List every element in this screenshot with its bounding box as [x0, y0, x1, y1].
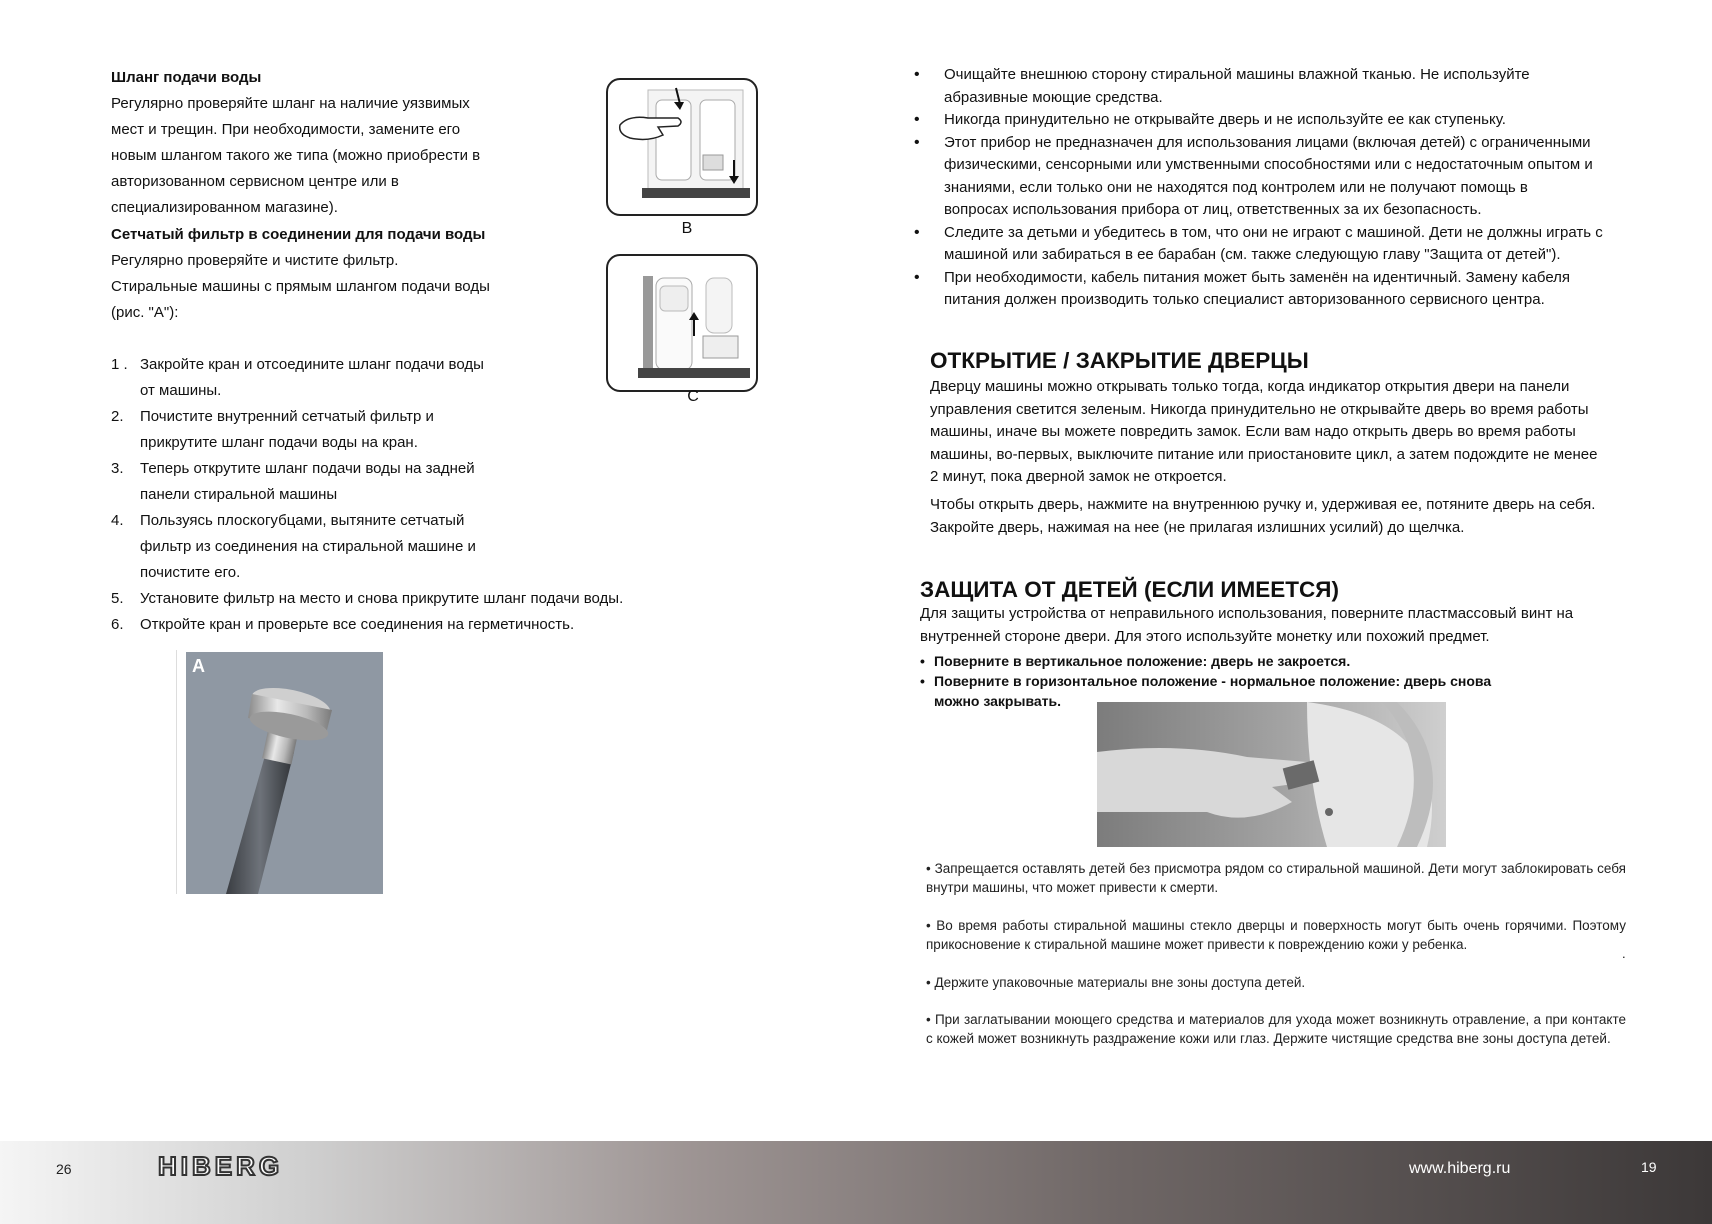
text-line: Для защиты устройства от неправильного использования, поверните пластмассовый винт на [920, 605, 1574, 622]
bullet-icon: • [920, 673, 925, 689]
photo-a-label: A [192, 656, 205, 676]
text-line: • Никогда принудительно не открывайте дверь и не используйте ее как ступеньку. [944, 111, 1506, 128]
bullet-icon: • [920, 653, 925, 669]
list-item [111, 586, 671, 612]
list-item [914, 109, 1634, 132]
text-line: Регулярно проверяйте шланг на наличие уязвимых [111, 95, 470, 112]
hose-section-title: Шланг подачи воды [111, 69, 262, 86]
text-line: (рис. "А"): [111, 304, 179, 321]
filter-section-title: Сетчатый фильтр в соединении для подачи воды [111, 226, 486, 243]
filter-paragraph [111, 248, 490, 326]
list-item [111, 352, 671, 404]
brand-logo: HIBERG [158, 1151, 284, 1181]
text-line: • Этот прибор не предназначен для использования лицами (включая детей) с ограниченными [944, 133, 1591, 151]
list-item [111, 508, 671, 586]
text-line: авторизованном сервисном центре или в [111, 173, 399, 190]
text-line: 2 минут, пока дверной замок не откроется. [930, 468, 1227, 485]
text-line: Поверните в вертикальное положение: дверь не закроется. [934, 653, 1351, 669]
text-line: Стиральные машины с прямым шлангом подачи воды [111, 278, 490, 295]
drawer-pull-illustration [608, 256, 756, 390]
safety-bullet-list [914, 64, 1634, 312]
warning-note: • Запрещается оставлять детей без присмотра рядом со стиральной машиной. Дети могут заблокировать себя внутри машины, что может привести к смерти. [926, 861, 1626, 895]
warning-note: • Во время работы стиральной машины стекло дверцы и поверхность могут быть очень горячими. Поэтому прикосновение к стиральной машине может привести к повреждению кожи у ребенка. [926, 918, 1626, 952]
footer-bar [0, 1141, 1712, 1224]
hose-photo [186, 652, 383, 894]
text-line: • Следите за детьми и убедитесь в том, что они не играют с машиной. Дети не должны играть с [944, 223, 1603, 241]
hose-connector-image [186, 652, 383, 894]
step-number: 6. [111, 616, 124, 633]
door-paragraph-2 [930, 494, 1595, 539]
step-text: прикрутите шланг подачи воды на кран. [140, 434, 418, 451]
text-line: вопросах использования прибора от лиц, ответственных за их безопасность. [944, 201, 1482, 218]
step-text: Закройте кран и отсоедините шланг подачи воды [140, 356, 484, 373]
figure-b-label: B [681, 220, 693, 237]
hand-turning-screw-image [1097, 702, 1446, 847]
list-item [914, 132, 1634, 222]
text-line: Поверните в горизонтальное положение - нормальное положение: дверь снова [934, 673, 1492, 689]
door-section-heading: ОТКРЫТИЕ / ЗАКРЫТИЕ ДВЕРЦЫ [930, 348, 1309, 373]
list-item [111, 612, 671, 638]
drawer-push-illustration [608, 80, 756, 214]
text-line: • Очищайте внешнюю сторону стиральной машины влажной тканью. Не используйте [944, 66, 1530, 83]
text-line: мест и трещин. При необходимости, замените его [111, 121, 461, 138]
text-line: машиной или забираться в ее барабан (см. также следующую главу "Защита от детей"). [944, 246, 1561, 263]
text-line: управления светится зеленым. Никогда принудительно не открывайте дверь во время работы [930, 400, 1589, 418]
text-line: Регулярно проверяйте и чистите фильтр. [111, 252, 399, 269]
hose-paragraph [111, 91, 480, 221]
step-text: Откройте кран и проверьте все соединения на герметичность. [140, 616, 575, 633]
text-line: питания должен производить только специалист авторизованного сервисного центра. [944, 291, 1545, 308]
text-line: • При необходимости, кабель питания может быть заменён на идентичный. Замену кабеля [944, 268, 1571, 286]
step-number: 1 . [111, 356, 128, 373]
text-line: новым шлангом такого же типа (можно приобрести в [111, 147, 481, 164]
child-lock-paragraph [920, 603, 1573, 648]
warning-note: • При заглатывании моющего средства и материалов для ухода может возникнуть отравление, а при контакте с кожей может возникнуть раздражение кожи или глаз. Держите чистящие средства вне зоны доступа детей. [926, 1012, 1626, 1046]
text-line: машины, во-первых, выключите питание или приостановите цикл, а затем подождите не менее [930, 445, 1598, 463]
step-text: панели стиральной машины [140, 486, 338, 503]
text-line: внутренней стороне двери. Для этого используйте монетку или похожий предмет. [920, 627, 1490, 645]
list-item [920, 651, 1491, 671]
list-item [914, 267, 1634, 312]
website-link[interactable]: www.hiberg.ru [1409, 1160, 1511, 1177]
steps-list [111, 352, 671, 638]
text-line: Закройте дверь, нажимая на нее (не прилагая излишних усилий) до щелчка. [930, 518, 1465, 536]
page-number-right: 19 [1641, 1159, 1657, 1175]
figure-c-label: C [687, 388, 699, 405]
text-line: специализированном магазине). [111, 199, 338, 216]
warning-note: • Держите упаковочные материалы вне зоны доступа детей. [926, 975, 1306, 990]
step-text: Установите фильтр на место и снова прикрутите шланг подачи воды. [140, 590, 624, 607]
step-text: Почистите внутренний сетчатый фильтр и [140, 408, 434, 425]
child-lock-photo [1097, 702, 1446, 847]
text-line: абразивные моющие средства. [944, 88, 1163, 106]
step-text: Пользуясь плоскогубцами, вытяните сетчатый [140, 512, 465, 529]
list-item [914, 222, 1634, 267]
figure-c-drawer-diagram [606, 254, 758, 392]
step-text: почистите его. [140, 564, 241, 581]
text-line: физическими, сенсорными или умственными способностями или с недостаточным опытом и [944, 156, 1593, 173]
step-number: 5. [111, 590, 124, 607]
step-number: 4. [111, 512, 124, 529]
step-number: 2. [111, 408, 124, 425]
stray-dot: . [1622, 946, 1626, 961]
step-text: от машины. [140, 382, 222, 399]
text-line: знаниями, если только они не находятся под контролем или не получают помощь в [944, 178, 1528, 196]
list-item [914, 64, 1634, 109]
door-paragraph [930, 376, 1597, 489]
step-text: Теперь открутите шланг подачи воды на задней [140, 460, 475, 477]
text-line: можно закрывать. [934, 693, 1061, 709]
child-lock-section-heading: ЗАЩИТА ОТ ДЕТЕЙ (ЕСЛИ ИМЕЕТСЯ) [920, 577, 1339, 602]
text-line: машины, иначе вы можете повредить замок. Если вам надо открыть дверь во время работы [930, 423, 1576, 440]
text-line: Чтобы открыть дверь, нажмите на внутреннюю ручку и, удерживая ее, потяните дверь на себя. [930, 496, 1596, 513]
list-item [111, 404, 671, 456]
step-number: 3. [111, 460, 124, 477]
list-item [111, 456, 671, 508]
page-number-left: 26 [56, 1161, 72, 1177]
divider [176, 650, 177, 894]
figure-b-drawer-diagram [606, 78, 758, 216]
text-line: Дверцу машины можно открывать только тогда, когда индикатор открытия двери на панели [930, 378, 1570, 395]
step-text: фильтр из соединения на стиральной машине и [140, 538, 476, 555]
